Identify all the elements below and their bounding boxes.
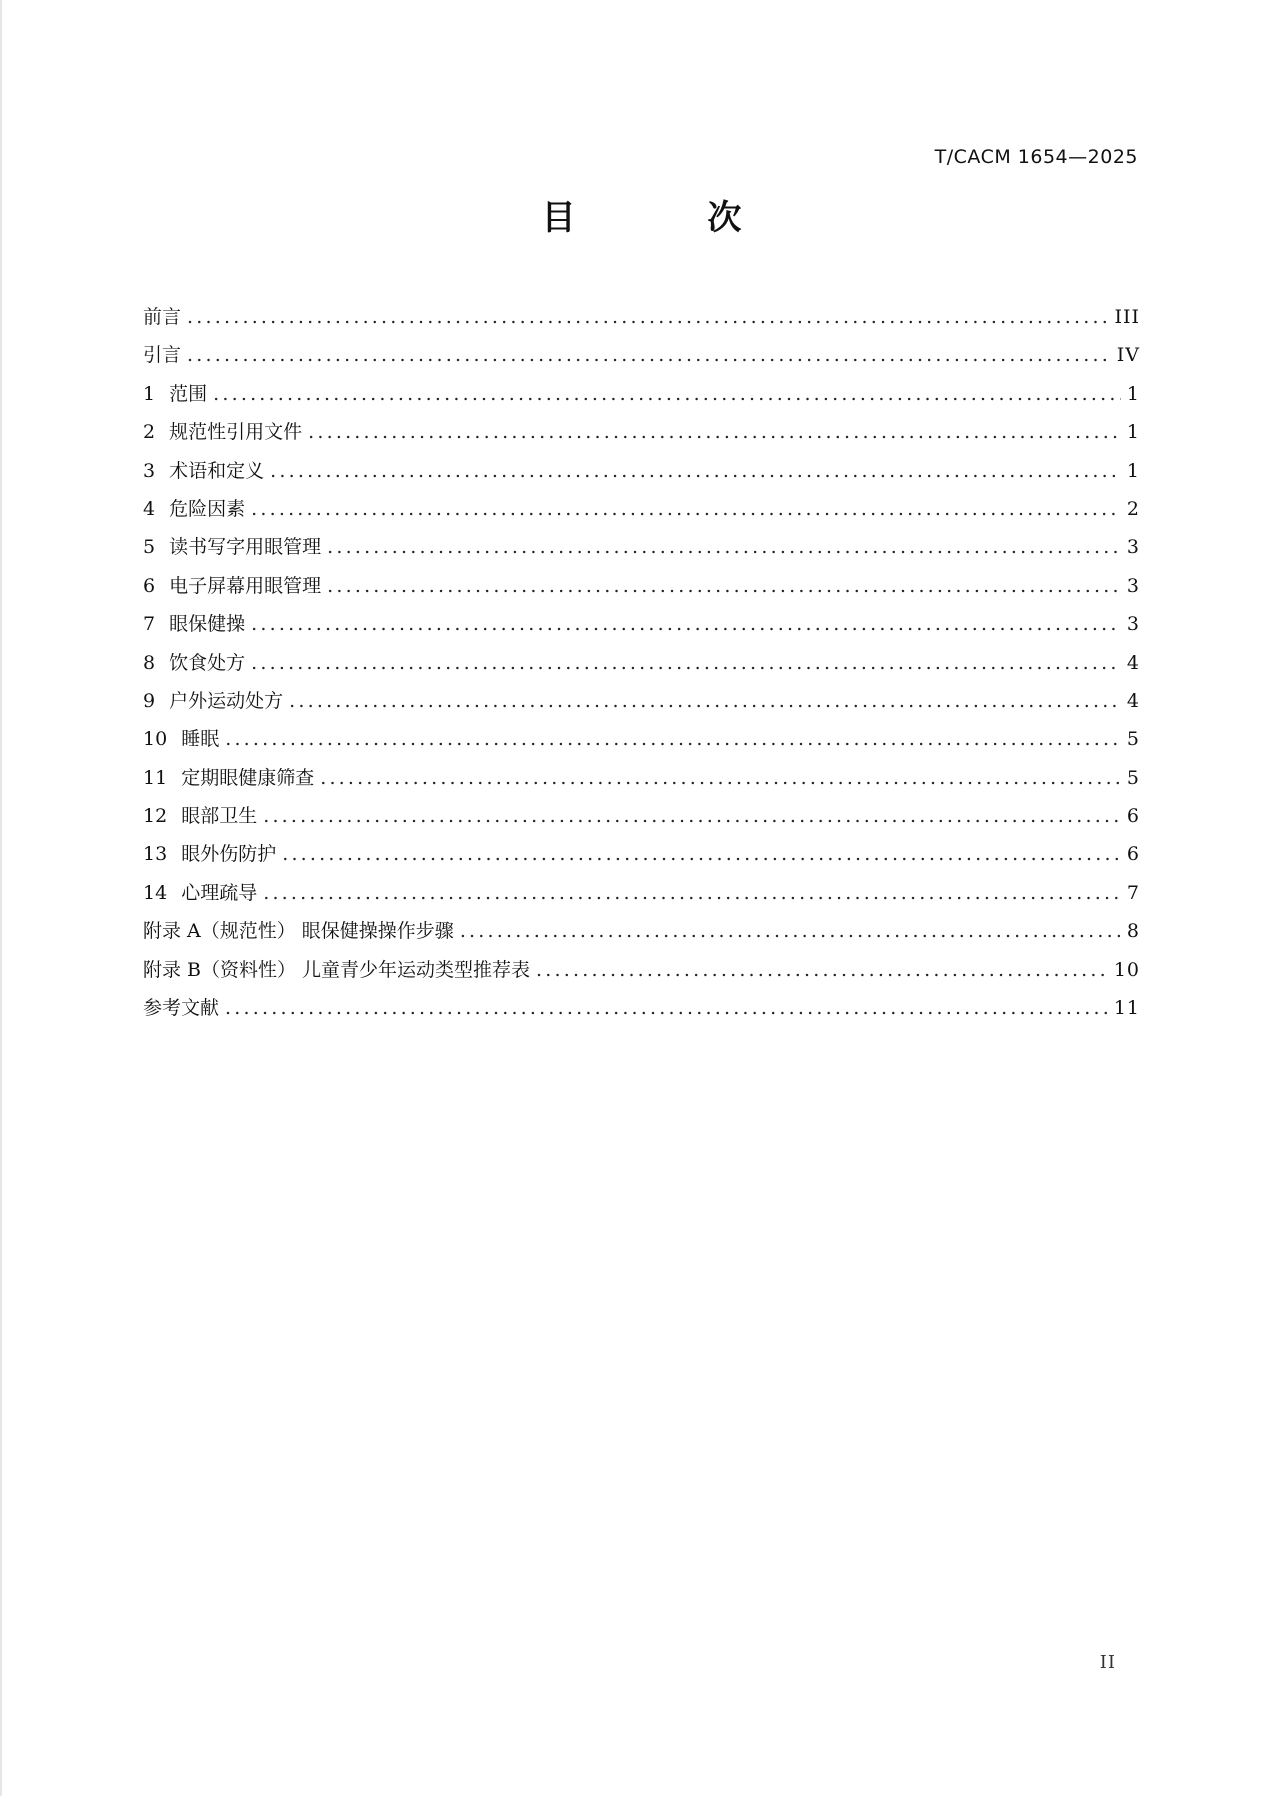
- toc-entry-number: 13: [143, 843, 168, 866]
- toc-entry-10[interactable]: [143, 720, 1140, 758]
- toc-entry-8[interactable]: [143, 644, 1140, 682]
- toc-entry-label: 眼部卫生: [181, 805, 258, 828]
- toc-entry-number: 11: [143, 766, 168, 789]
- toc-entry-references[interactable]: [143, 989, 1140, 1027]
- toc-entry-label: 睡眠: [181, 728, 220, 751]
- toc-entry-label: 范围: [169, 382, 208, 405]
- toc-dot-leader: [327, 528, 1121, 566]
- toc-entry-page: 2: [1126, 497, 1140, 520]
- toc-dot-leader: [270, 452, 1121, 490]
- toc-entry-page: 5: [1126, 766, 1140, 789]
- toc-entry-label: 附录 A（规范性） 眼保健操操作步骤: [143, 920, 454, 943]
- toc-dot-leader: [263, 874, 1121, 912]
- toc-entry-number: 3: [143, 459, 156, 482]
- toc-entry-number: 1: [143, 382, 156, 405]
- toc-entry-page: 3: [1126, 536, 1140, 559]
- toc-entry-page: 6: [1126, 843, 1140, 866]
- toc-entry-label: 眼保健操: [169, 613, 246, 636]
- toc-entry-11[interactable]: [143, 759, 1140, 797]
- toc-entry-label: 规范性引用文件: [169, 421, 303, 444]
- toc-dot-leader: [251, 644, 1121, 682]
- toc-entry-page: 10: [1113, 958, 1140, 981]
- toc-entry-label: 读书写字用眼管理: [169, 536, 322, 559]
- toc-entry-page: 8: [1126, 920, 1140, 943]
- toc-entry-number: 8: [143, 651, 156, 674]
- toc-entry-page: IV: [1116, 344, 1140, 367]
- toc-entry-label: 电子屏幕用眼管理: [169, 574, 322, 597]
- toc-entry-number: 10: [143, 728, 168, 751]
- toc-entry-page: 5: [1126, 728, 1140, 751]
- toc-entry-label: 附录 B（资料性） 儿童青少年运动类型推荐表: [143, 958, 531, 981]
- toc-entry-label: 前言: [143, 306, 182, 328]
- toc-dot-leader: [251, 605, 1121, 643]
- toc-entry-page: 6: [1126, 805, 1140, 828]
- toc-entry-1[interactable]: [143, 375, 1140, 413]
- toc-entry-page: III: [1114, 306, 1140, 328]
- toc-entry-label: 参考文献: [143, 997, 220, 1020]
- toc-entry-label: 户外运动处方: [169, 689, 284, 712]
- toc-entry-3[interactable]: [143, 452, 1140, 490]
- toc-entry-label: 引言: [143, 344, 182, 367]
- toc-entry-page: 3: [1126, 613, 1140, 636]
- toc-entry-5[interactable]: [143, 528, 1140, 566]
- toc-entry-14[interactable]: [143, 874, 1140, 912]
- toc-entry-number: 14: [143, 881, 168, 904]
- toc-entry-page: 1: [1126, 382, 1140, 405]
- toc-entry-foreword[interactable]: [143, 298, 1140, 336]
- toc-entry-number: 4: [143, 497, 156, 520]
- toc-dot-leader: [187, 298, 1108, 336]
- toc-entry-page: 4: [1126, 689, 1140, 712]
- toc-entry-number: 7: [143, 613, 156, 636]
- toc-entry-number: 5: [143, 536, 156, 559]
- toc-entry-appendix-a[interactable]: [143, 912, 1140, 950]
- toc-dot-leader: [460, 912, 1121, 950]
- toc-entry-12[interactable]: [143, 797, 1140, 835]
- toc-entry-number: 12: [143, 805, 168, 828]
- toc-dot-leader: [225, 720, 1121, 758]
- toc-dot-leader: [263, 797, 1121, 835]
- document-code: T/CACM 1654—2025: [934, 146, 1138, 168]
- toc-dot-leader: [282, 835, 1121, 873]
- toc-entry-page: 4: [1126, 651, 1140, 674]
- toc-entry-label: 危险因素: [169, 497, 246, 520]
- page-number: II: [1099, 1652, 1116, 1673]
- toc-entry-appendix-b[interactable]: [143, 951, 1140, 989]
- toc-dot-leader: [213, 375, 1121, 413]
- toc-entry-label: 术语和定义: [169, 459, 265, 482]
- toc-entry-number: 2: [143, 421, 156, 444]
- toc-entry-page: 7: [1126, 881, 1140, 904]
- toc-dot-leader: [225, 989, 1108, 1027]
- toc-entry-6[interactable]: [143, 567, 1140, 605]
- toc-entry-label: 心理疏导: [181, 881, 258, 904]
- toc-dot-leader: [187, 336, 1111, 374]
- toc-dot-leader: [536, 951, 1108, 989]
- toc-entry-introduction[interactable]: [143, 336, 1140, 374]
- toc-dot-leader: [320, 759, 1121, 797]
- toc-entry-label: 眼外伤防护: [181, 843, 277, 866]
- toc-entry-page: 11: [1113, 997, 1140, 1020]
- toc-title: 目 次: [541, 198, 802, 238]
- toc-dot-leader: [327, 567, 1121, 605]
- toc-entry-7[interactable]: [143, 605, 1140, 643]
- toc-dot-leader: [251, 490, 1121, 528]
- toc-entry-number: 9: [143, 689, 156, 712]
- toc-entry-13[interactable]: [143, 835, 1140, 873]
- toc-entry-page: 1: [1126, 459, 1140, 482]
- toc-list: [143, 298, 1140, 1027]
- toc-entry-label: 定期眼健康筛查: [181, 766, 315, 789]
- toc-entry-2[interactable]: [143, 413, 1140, 451]
- toc-entry-page: 3: [1126, 574, 1140, 597]
- toc-entry-page: 1: [1126, 421, 1140, 444]
- toc-dot-leader: [308, 413, 1121, 451]
- toc-entry-4[interactable]: [143, 490, 1140, 528]
- toc-dot-leader: [289, 682, 1121, 720]
- toc-entry-label: 饮食处方: [169, 651, 246, 674]
- toc-entry-9[interactable]: [143, 682, 1140, 720]
- toc-entry-number: 6: [143, 574, 156, 597]
